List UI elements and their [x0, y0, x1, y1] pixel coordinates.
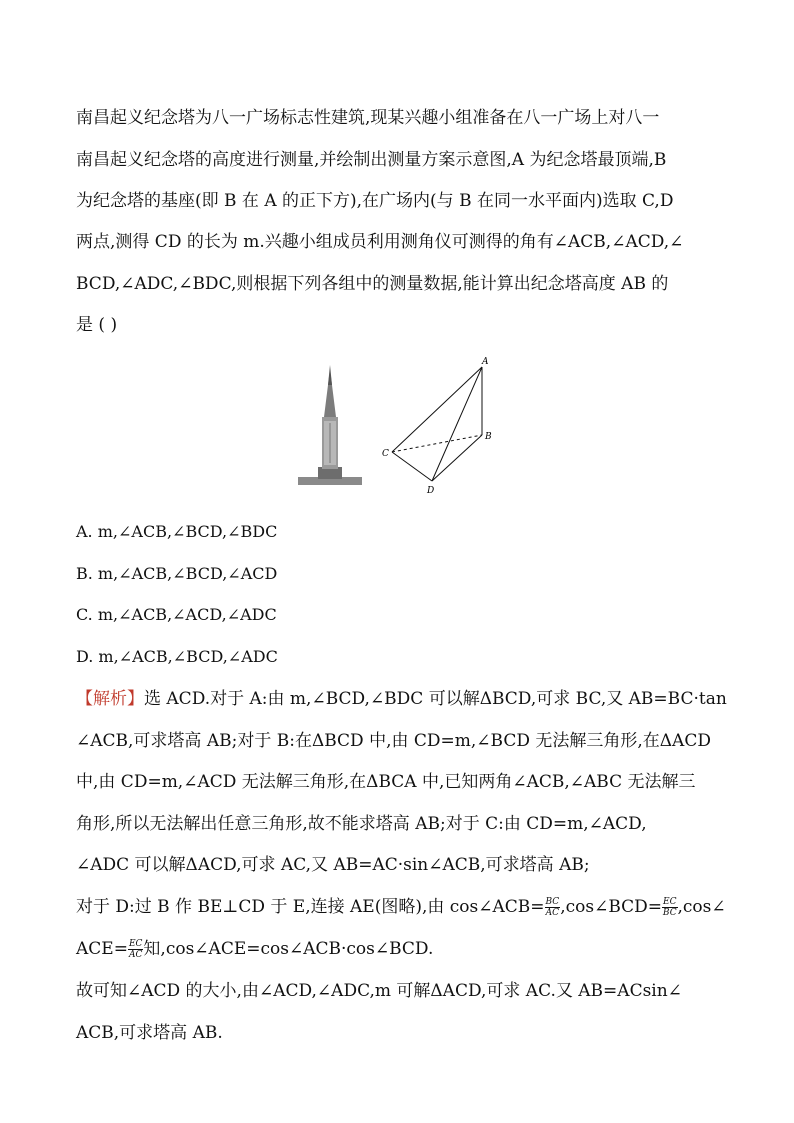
solution-line-2: ∠ACB,可求塔高 AB;对于 B:在ΔBCD 中,由 CD=m,∠BCD 无法解三角形,在ΔACD	[76, 731, 711, 751]
fraction-ec-ac	[128, 939, 143, 960]
solution-line-4: 角形,所以无法解出任意三角形,故不能求塔高 AB;对于 C:由 CD=m,∠ACD,	[76, 814, 647, 834]
problem-line-5: BCD,∠ADC,∠BDC,则根据下列各组中的测量数据,能计算出纪念塔高度 AB 的	[76, 274, 669, 294]
problem-line-6: 是 ( )	[76, 315, 118, 335]
fraction-numerator: EC	[128, 939, 143, 949]
d2-post: 知,cos∠ACE=cos∠ACB·cos∠BCD.	[143, 939, 434, 959]
monument-tower-image	[298, 365, 362, 485]
label-b: B	[485, 432, 492, 442]
solution-line-d1	[76, 896, 726, 918]
d1-post: ,cos∠	[677, 897, 726, 917]
label-d: D	[427, 486, 435, 495]
fraction-denominator: AC	[128, 950, 143, 960]
d2-pre: ACE=	[76, 939, 128, 959]
option-a: A. m,∠ACB,∠BCD,∠BDC	[76, 522, 278, 541]
geometry-diagram	[392, 367, 482, 481]
option-c: C. m,∠ACB,∠ACD,∠ADC	[76, 605, 277, 624]
solution-line-d2	[76, 938, 726, 960]
option-b: B. m,∠ACB,∠BCD,∠ACD	[76, 564, 278, 583]
problem-line-3: 为纪念塔的基座(即 B 在 A 的正下方),在广场内(与 B 在同一水平面内)选取 C,D	[76, 191, 674, 211]
solution-line-1	[76, 688, 726, 710]
problem-line-4: 两点,测得 CD 的长为 m.兴趣小组成员利用测角仪可测得的角有∠ACB,∠ACD,∠	[76, 232, 684, 252]
option-d: D. m,∠ACB,∠BCD,∠ADC	[76, 647, 278, 666]
fraction-ec-bc	[662, 897, 677, 918]
fraction-numerator: BC	[545, 897, 560, 907]
label-a: A	[482, 357, 489, 367]
fraction-bc-ac	[545, 897, 561, 918]
solution-line-3: 中,由 CD=m,∠ACD 无法解三角形,在ΔBCA 中,已知两角∠ACB,∠ABC 无法解三	[76, 772, 696, 792]
solution-line-5: ∠ADC 可以解ΔACD,可求 AC,又 AB=AC·sin∠ACB,可求塔高 AB;	[76, 855, 590, 875]
label-c: C	[382, 449, 389, 459]
d1-pre: 对于 D:过 B 作 BE⊥CD 于 E,连接 AE(图略),由 cos∠ACB=	[76, 897, 545, 917]
d1-mid: ,cos∠BCD=	[560, 897, 663, 917]
solution-final-line-2: ACB,可求塔高 AB.	[76, 1023, 223, 1043]
measurement-figure	[296, 355, 506, 495]
solution-tag: 【解析】	[76, 689, 144, 709]
fraction-denominator: BC	[662, 908, 677, 918]
solution-line-1-text: 选 ACD.对于 A:由 m,∠BCD,∠BDC 可以解ΔBCD,可求 BC,又 AB=BC·tan	[144, 689, 727, 709]
solution-final-line-1: 故可知∠ACD 的大小,由∠ACD,∠ADC,m 可解ΔACD,可求 AC.又 AB=ACsin∠	[76, 981, 682, 1001]
fraction-denominator: AC	[545, 908, 560, 918]
problem-line-2: 南昌起义纪念塔的高度进行测量,并绘制出测量方案示意图,A 为纪念塔最顶端,B	[76, 150, 667, 170]
fraction-numerator: EC	[663, 897, 677, 907]
problem-line-1: 南昌起义纪念塔为八一广场标志性建筑,现某兴趣小组准备在八一广场上对八一	[76, 108, 660, 128]
